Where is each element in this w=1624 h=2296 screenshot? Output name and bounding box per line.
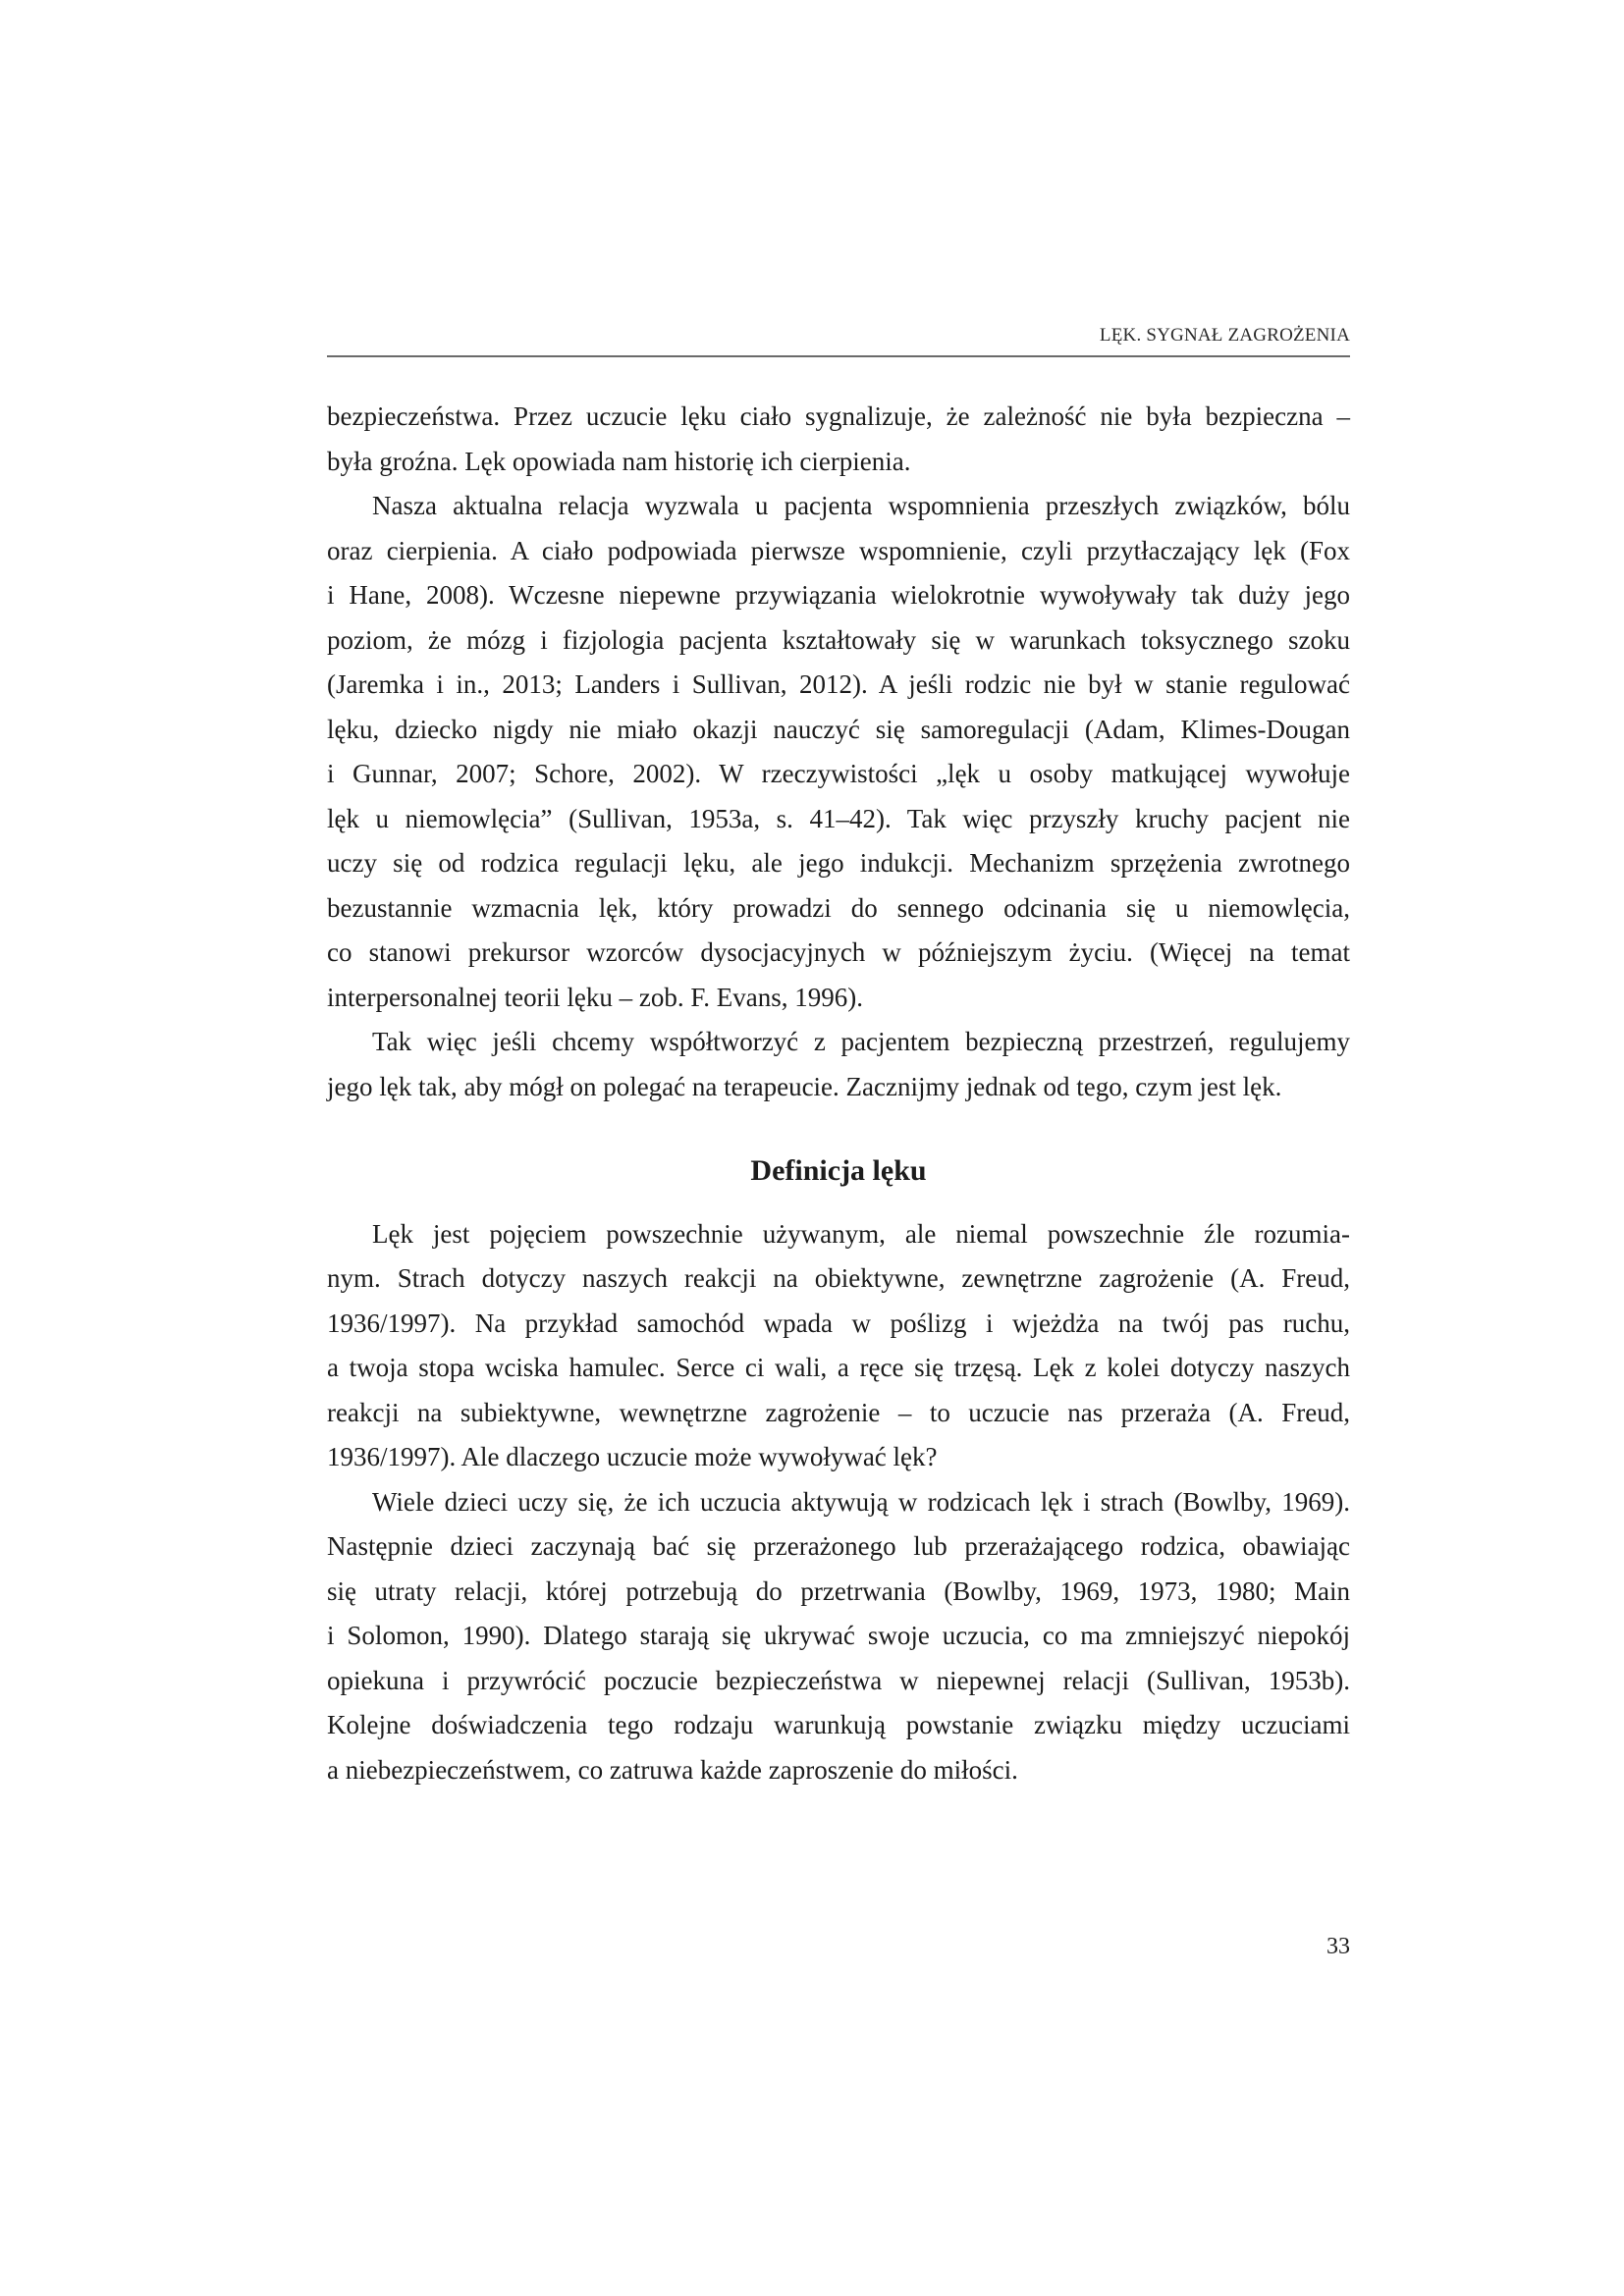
text-line: 1936/1997). Na przykład samochód wpada w poślizg i wjeżdża na twój pas ruchu, — [327, 1308, 1350, 1338]
text-line: się utraty relacji, której potrzebują do przetrwania (Bowlby, 1969, 1973, 1980; Main — [327, 1575, 1350, 1606]
text-line: reakcji na subiektywne, wewnętrzne zagrożenie – to uczucie nas przeraża (A. Freud, — [327, 1397, 1350, 1427]
text-line: lęk u niemowlęcia” (Sullivan, 1953a, s. 41–42). Tak więc przyszły kruchy pacjent nie — [327, 803, 1350, 833]
running-header-title: LĘK. SYGNAŁ ZAGROŻENIA — [1099, 325, 1350, 346]
text-line: Kolejne doświadczenia tego rodzaju warunkują powstanie związku między uczuciami — [327, 1710, 1350, 1739]
paragraph — [327, 395, 1350, 484]
page-number: 33 — [1326, 1934, 1350, 1959]
text-line: a niebezpieczeństwem, co zatruwa każde zaproszenie do miłości. — [327, 1754, 1018, 1785]
text-line: (Jaremka i in., 2013; Landers i Sullivan, 2012). A jeśli rodzic nie był w stanie regulować — [327, 669, 1350, 699]
text-line: oraz cierpienia. A ciało podpowiada pierwsze wspomnienie, czyli przytłaczający lęk (Fox — [327, 535, 1350, 565]
text-line: była groźna. Lęk opowiada nam historię ich cierpienia. — [327, 446, 911, 476]
text-line: opiekuna i przywrócić poczucie bezpieczeństwa w niepewnej relacji (Sullivan, 1953b). — [327, 1665, 1350, 1695]
section-heading: Definicja lęku — [750, 1154, 927, 1187]
paragraph — [327, 1212, 1350, 1480]
text-line: interpersonalnej teorii lęku – zob. F. Evans, 1996). — [327, 982, 863, 1012]
text-line: bezustannie wzmacnia lęk, który prowadzi do sennego odcinania się u niemowlęcia, — [327, 892, 1350, 923]
text-line: Następnie dzieci zaczynają bać się przerażonego lub przerażającego rodzica, obawiając — [327, 1531, 1350, 1561]
text-line: Lęk jest pojęciem powszechnie używanym, ale niemal powszechnie źle rozumia- — [372, 1218, 1350, 1249]
text-line: Wiele dzieci uczy się, że ich uczucia aktywują w rodzicach lęk i strach (Bowlby, 1969). — [372, 1486, 1350, 1517]
paragraph — [327, 1480, 1350, 1793]
text-line: Nasza aktualna relacja wyzwala u pacjenta wspomnienia przeszłych związków, bólu — [372, 491, 1350, 520]
text-line: i Hane, 2008). Wczesne niepewne przywiązania wielokrotnie wywoływały tak duży jego — [327, 580, 1350, 610]
text-line: nym. Strach dotyczy naszych reakcji na obiektywne, zewnętrzne zagrożenie (A. Freud, — [327, 1263, 1350, 1293]
text-line: a twoja stopa wciska hamulec. Serce ci wali, a ręce się trzęsą. Lęk z kolei dotyczy naszych — [327, 1353, 1350, 1382]
text-line: lęku, dziecko nigdy nie miało okazji nauczyć się samoregulacji (Adam, Klimes-Dougan — [327, 714, 1350, 744]
paragraph — [327, 484, 1350, 1020]
text-line: bezpieczeństwa. Przez uczucie lęku ciało sygnalizuje, że zależność nie była bezpieczna – — [327, 401, 1350, 431]
text-line: jego lęk tak, aby mógł on polegać na terapeucie. Zacznijmy jednak od tego, czym jest lęk. — [327, 1071, 1282, 1101]
page-body — [327, 395, 1350, 1792]
text-line: 1936/1997). Ale dlaczego uczucie może wywoływać lęk? — [327, 1442, 938, 1471]
text-line: Tak więc jeśli chcemy współtworzyć z pacjentem bezpieczną przestrzeń, regulujemy — [372, 1027, 1350, 1056]
text-line: i Gunnar, 2007; Schore, 2002). W rzeczywistości „lęk u osoby matkującej wywołuje — [327, 759, 1350, 788]
text-line: co stanowi prekursor wzorców dysocjacyjnych w późniejszym życiu. (Więcej na temat — [327, 937, 1350, 967]
paragraph — [327, 1020, 1350, 1109]
text-line: poziom, że mózg i fizjologia pacjenta kształtowały się w warunkach toksycznego szoku — [327, 624, 1350, 655]
running-header — [327, 320, 1350, 357]
text-line: i Solomon, 1990). Dlatego starają się ukrywać swoje uczucia, co ma zmniejszyć niepokój — [327, 1621, 1350, 1650]
text-line: uczy się od rodzica regulacji lęku, ale jego indukcji. Mechanizm sprzężenia zwrotnego — [327, 848, 1350, 878]
